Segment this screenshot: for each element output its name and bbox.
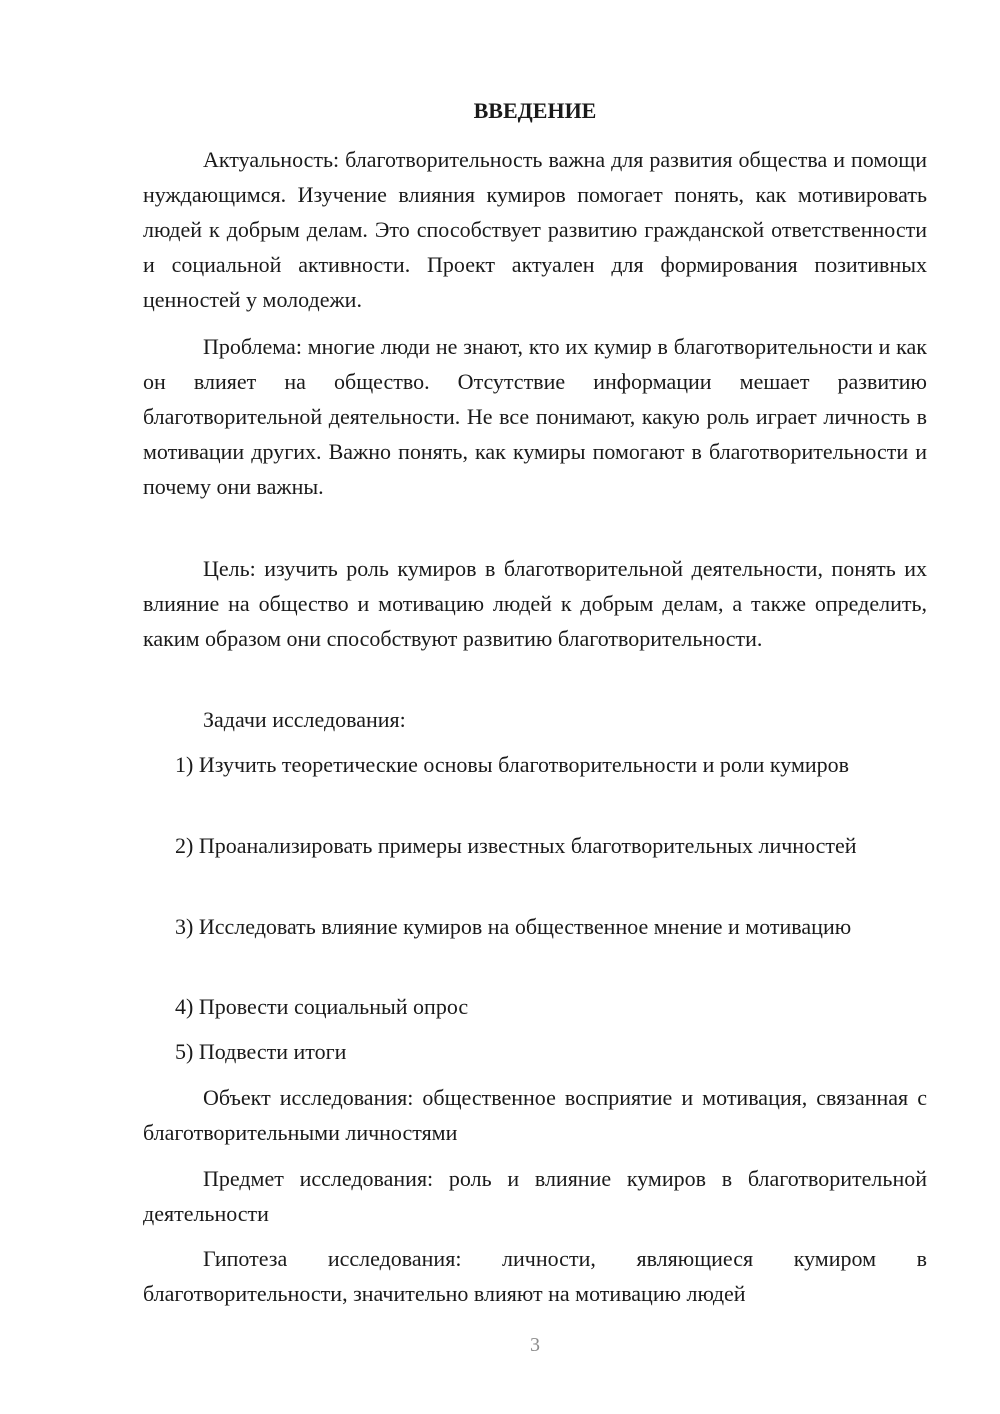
section-title: ВВЕДЕНИЕ (473, 98, 597, 123)
task-item-4: 4) Провести социальный опрос (175, 994, 469, 1019)
object-paragraph: Объект исследования: общественное восприятие и мотивация, связанная с благотворительными личностями (143, 1085, 927, 1145)
hypothesis-paragraph: Гипотеза исследования: личности, являющиеся кумиром в благотворительности, значительно влияют на мотивацию людей (143, 1246, 927, 1306)
task-item-3: 3) Исследовать влияние кумиров на общественное мнение и мотивацию (175, 914, 852, 939)
problem-paragraph: Проблема: многие люди не знают, кто их кумир в благотворительности и как он влияет на общество. Отсутствие информации мешает развитию благотворительной деятельности. Не все понимают, какую роль играет личность в мотивации других. Важно понять, как кумиры помогают в благотворительности и почему они важны. (143, 334, 927, 499)
task-item-5: 5) Подвести итоги (175, 1039, 347, 1064)
relevance-paragraph: Актуальность: благотворительность важна для развития общества и помощи нуждающимся. Изучение влияния кумиров помогает понять, как мотивировать людей к добрым делам. Это способствует развитию гражданской ответственности и социальной активности. Проект актуален для формирования позитивных ценностей у молодежи. (143, 147, 927, 312)
task-item-1: 1) Изучить теоретические основы благотворительности и роли кумиров (175, 752, 850, 777)
subject-paragraph: Предмет исследования: роль и влияние кумиров в благотворительной деятельности (143, 1166, 927, 1226)
task-item-2: 2) Проанализировать примеры известных благотворительных личностей (175, 833, 857, 858)
tasks-heading: Задачи исследования: (203, 707, 406, 732)
goal-paragraph: Цель: изучить роль кумиров в благотворительной деятельности, понять их влияние на общество и мотивацию людей к добрым делам, а также определить, каким образом они способствуют развитию благотворительности. (143, 556, 927, 651)
page-number: 3 (530, 1334, 540, 1356)
